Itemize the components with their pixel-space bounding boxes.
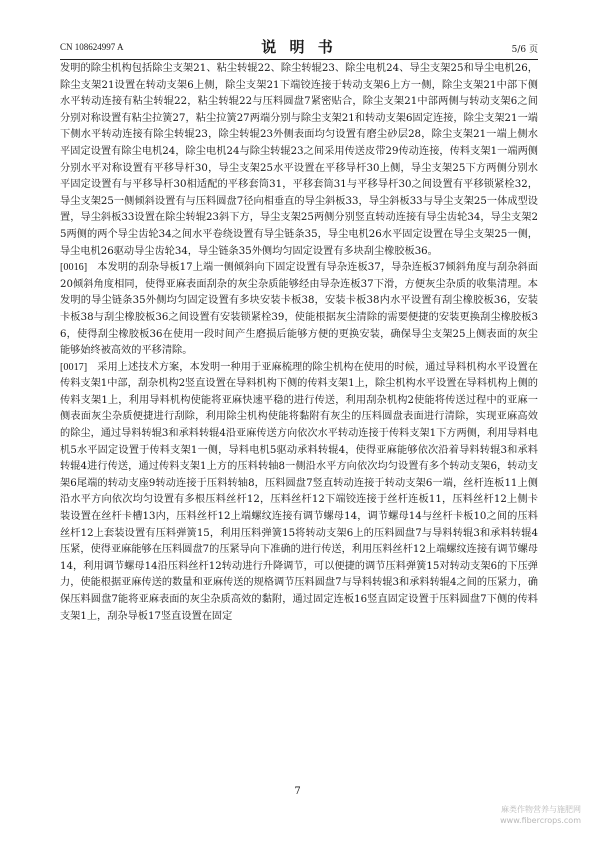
header-divider	[60, 59, 538, 60]
watermark-url: www.fibercrops.com	[500, 816, 581, 825]
paragraph-text: 发明的除尘机构包括除尘支架21、粘尘转辊22、除尘转辊23、除尘电机24、导尘支架25和导尘电机26，除尘支架21设置在转动支架6上侧，除尘支架21下端铰连接于转动支架6上方一侧，除尘支架21中部下侧水平转动连接有粘尘转辊22，粘尘转辊22与压料圆盘7紧密贴合，除尘支架21中部两侧与转动支架6之间分别对称设置有粘尘拉簧27，粘尘拉簧27两端分别与除尘支架21和转动支架6固定连接，除尘支架21一端下侧水平转动连接有除尘转辊23，除尘转辊23外侧表面均匀设置有磨尘砂层28，除尘支架21一端上侧水平固定设置有除尘电机24，除尘电机24与除尘转辊23之间采用传送皮带29传动连接，传料支架1一端两侧分别水平对称设置有平移导杆30，导尘支架25水平设置在平移导杆30上侧，导尘支架25下方两侧分别水平固定设置有与平移导杆30相适配的平移套筒31，平移套筒31与平移导杆30之间设置有平移锁紧栓32，导尘支架25一侧倾斜设置有与压料圆盘7径向相垂直的导尘斜板33，导尘斜板33与导尘支架25一体成型设置，导尘斜板33设置在除尘转辊23斜下方，导尘支架25两侧分别竖直转动连接有导尘齿轮34，导尘支架25两侧的两个导尘齿轮34之间水平卷绕设置有导尘链条35，导尘电机26水平固定设置在导尘支架25一侧，导尘电机26驱动导尘齿轮34，导尘链条35外侧均匀固定设置有多块刮尘橡胶板36。	[60, 63, 538, 257]
document-title: 说 明 书	[261, 38, 337, 56]
paragraph-text: 本发明的刮杂导板17上端一侧倾斜向下固定设置有导杂连板37，导杂连板37倾斜角度与刮杂斜面20倾斜角度相同，使得亚麻表面刮杂的灰尘杂质能够经由导杂连板37下滑，方便灰尘杂质的收集清理。本发明的导尘链条35外侧均匀固定设置有多块安装卡板38，安装卡板38内水平设置有刮尘橡胶板36，安装卡板38与刮尘橡胶板36之间设置有安装锁紧栓39，使能根据灰尘清除的需要便捷的安装更换刮尘橡胶板36，使得刮尘橡胶板36在使用一段时间产生磨损后能够方便的更换安装，确保导尘支架25上侧表面的灰尘能够始终被高效的平移清除。	[60, 262, 538, 357]
paragraph-0017	[60, 360, 538, 626]
paragraph-tag: [0016]	[60, 262, 88, 274]
page-number: 7	[294, 786, 301, 797]
watermark-name: 麻类作物营养与施肥网	[501, 805, 581, 814]
page-indicator: 5/6 页	[511, 45, 538, 55]
paragraph-text: 采用上述技术方案，本发明一种用于亚麻梳理的除尘机构在使用的时候，通过导料机构水平设置在传料支架1中部，刮杂机构2竖直设置在导料机构下侧的传料支架1上，除尘机构水平设置在导料机构上侧的传料支架1上，利用导料机构使能将亚麻快速平稳的进行传送，利用刮杂机构2使能将传送过程中的亚麻一侧表面灰尘杂质便捷进行刮除，利用除尘机构使能将黏附有灰尘的压料圆盘表面进行清除，实现亚麻高效的除尘，通过导料转辊3和承料转辊4沿亚麻传送方向依次水平转动连接于传料支架1下方两侧，利用导料电机5水平固定设置于传料支架1一侧，导料电机5驱动承料转辊4，使得亚麻能够依次沿着导料转辊3和承料转辊4进行传送，通过传料支架1上方的压料转轴8一侧沿水平方向依次均匀设置有多个转动支架6，转动支架6尾端的转动支座9转动连接于压料转轴8，压料圆盘7竖直转动连接于转动支架6一端，丝杆连板11上侧沿水平方向依次均匀设置有多根压料丝杆12，压料丝杆12下端铰连接于丝杆连板11，压料丝杆12上侧卡装设置在丝杆卡槽13内，压料丝杆12上端螺纹连接有调节螺母14，调节螺母14与丝杆卡板10之间的压料丝杆12上套装设置有压料弹簧15，利用压料弹簧15将转动支架6上的压料圆盘7与导料转辊3和承料转辊4压紧，使得亚麻能够在压料圆盘7的压紧导向下准确的进行传送，利用压料丝杆12上端螺纹连接有调节螺母14，利用调节螺母14沿压料丝杆12转动进行升降调节，可以便捷的调节压料弹簧15对转动支架6的下压弹力，使能根据亚麻传送的数量和亚麻传送的规格调节压料圆盘7与导料转辊3和承料转辊4之间的压紧力，确保压料圆盘7能将亚麻表面的灰尘杂质高效的黏附，通过固定连板16竖直固定设置于压料圆盘7下侧的传料支架1上，刮杂导板17竖直设置在固定	[60, 361, 538, 622]
paragraph-continued	[60, 61, 538, 260]
document-body	[60, 61, 538, 801]
paragraph-tag: [0017]	[60, 361, 88, 373]
page-header	[60, 36, 538, 58]
paragraph-0016	[60, 260, 538, 360]
publication-number: CN 108624997 A	[60, 42, 124, 52]
watermark	[500, 804, 581, 826]
